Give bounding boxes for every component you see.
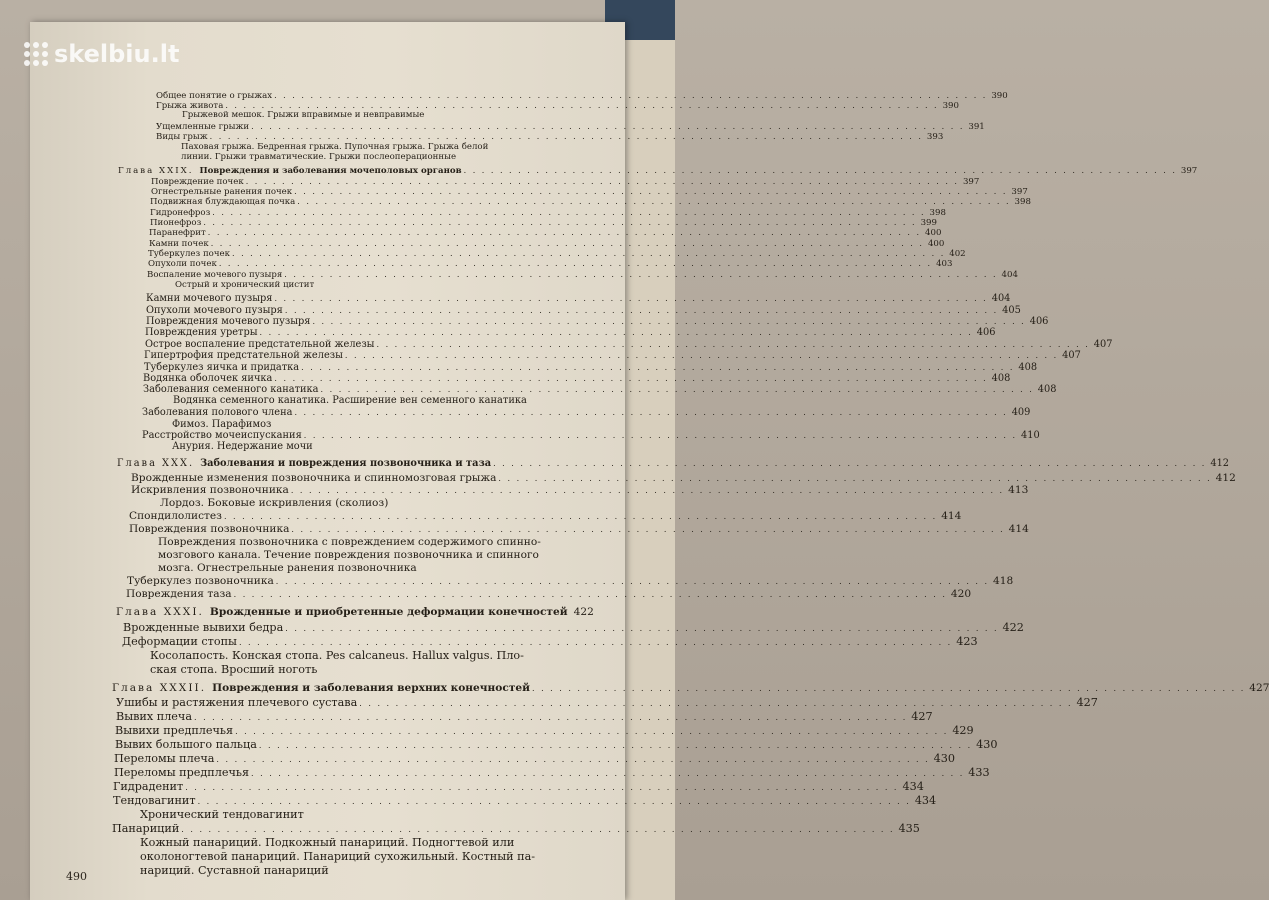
dot-leader: . . . . . . . . . . . . . . . . . . . . . . . . . . . . . . . . . . . . . . . . . . . . . . . . . . . . . . . . . . . . . . . . . . . . . . . . . . . . . . . xyxy=(359,699,1073,708)
entry-title: Туберкулез позвоночника xyxy=(127,575,274,587)
toc-entry xyxy=(144,350,1081,361)
toc-entry xyxy=(143,373,1011,384)
page-ref: 397 xyxy=(1180,166,1198,176)
dot-leader: . . . . . . . . . . . . . . . . . . . . . . . . . . . . . . . . . . . . . . . . . . . . . . . . . . . . . . . . . . . . . . . . . . . . . . . . . . . . . . . xyxy=(320,385,1034,394)
page-ref: 404 xyxy=(1001,270,1018,280)
table-of-contents xyxy=(30,22,1269,900)
chapter-label: Глава XXXII. xyxy=(112,682,207,694)
page-ref: 427 xyxy=(1249,682,1269,694)
page-ref: 412 xyxy=(1210,458,1230,469)
toc-entry xyxy=(129,523,1029,535)
toc-entry xyxy=(114,752,956,765)
entry-title: Повреждения таза xyxy=(126,588,232,600)
dot-leader: . . . . . . . . . . . . . . . . . . . . . . . . . . . . . . . . . . . . . . . . . . . . . . . . . . . . . . . . . . . . . . . . . . . . . . . . . . . . . . . xyxy=(258,741,973,750)
dot-leader: . . . . . . . . . . . . . . . . . . . . . . . . . . . . . . . . . . . . . . . . . . . . . . . . . . . . . . . . . . . . . . . . . . . . . . . . . . . . . . . xyxy=(463,166,1177,175)
dot-leader: . . . . . . . . . . . . . . . . . . . . . . . . . . . . . . . . . . . . . . . . . . . . . . . . . . . . . . . . . . . . . . . . . . . . . . . . . . . . . . . xyxy=(291,525,1005,534)
entry-title: Спондилолистез xyxy=(129,510,222,522)
page-ref: 406 xyxy=(976,327,996,338)
dot-leader: . . . . . . . . . . . . . . . . . . . . . . . . . . . . . . . . . . . . . . . . . . . . . . . . . . . . . . . . . . . . . . . . . . . . . . . . . . . . . . . xyxy=(216,755,930,764)
entry-title: Повреждения уретры xyxy=(145,327,258,338)
toc-entry xyxy=(112,822,920,835)
page-ref: 397 xyxy=(1011,187,1028,197)
dot-leader: . . . . . . . . . . . . . . . . . . . . . . . . . . . . . . . . . . . . . . . . . . . . . . . . . . . . . . . . . . . . . . . . . . . . . . . . . . . . . . . xyxy=(493,459,1207,468)
subtopic-line: Паховая грыжа. Бедренная грыжа. Пупочная грыжа. Грыжа белой xyxy=(181,142,489,152)
dot-leader: . . . . . . . . . . . . . . . . . . . . . . . . . . . . . . . . . . . . . . . . . . . . . . . . . . . . . . . . . . . . . . . . . . . . . . . . . . . . . . . xyxy=(235,727,949,736)
page-ref: 400 xyxy=(927,239,945,249)
entry-title: Переломы плеча xyxy=(114,752,215,765)
dot-leader: . . . . . . . . . . . . . . . . . . . . . . . . . . . . . . . . . . . . . . . . . . . . . . . . . . . . . . . . . . . . . . . . . . . . . . . . . . . . . . . xyxy=(376,340,1090,349)
page-ref: 407 xyxy=(1062,350,1081,361)
page-ref: 434 xyxy=(902,780,924,793)
subtopic-line: нариций. Суставной панариций xyxy=(140,864,329,877)
page-ref: 398 xyxy=(929,208,946,218)
dot-leader: . . . . . . . . . . . . . . . . . . . . . . . . . . . . . . . . . . . . . . . . . . . . . . . . . . . . . . . . . . . . . . . . . . . . . . . . . . . . . . . xyxy=(294,187,1008,196)
dot-leader: . . . . . . . . . . . . . . . . . . . . . . . . . . . . . . . . . . . . . . . . . . . . . . . . . . . . . . . . . . . . . . . . . . . . . . . . . . . . . . . xyxy=(303,431,1018,440)
dot-leader: . . . . . . . . . . . . . . . . . . . . . . . . . . . . . . . . . . . . . . . . . . . . . . . . . . . . . . . . . . . . . . . . . . . . . . . . . . . . . . . xyxy=(275,577,990,586)
entry-title: Искривления позвоночника xyxy=(131,484,289,496)
page-ref: 434 xyxy=(914,794,937,807)
dot-leader: . . . . . . . . . . . . . . . . . . . . . . . . . . . . . . . . . . . . . . . . . . . . . . . . . . . . . . . . . . . . . . . . . . . . . . . . . . . . . . . xyxy=(294,408,1008,417)
entry-title: Вывих большого пальца xyxy=(115,738,257,751)
dot-leader: . . . . . . . . . . . . . . . . . . . . . . . . . . . . . . . . . . . . . . . . . . . . . . . . . . . . . . . . . . . . . . . . . . . . . . . . . . . . . . . xyxy=(238,638,953,647)
subtopic-line: околоногтевой панариций. Панариций сухожильный. Костный па- xyxy=(140,850,536,863)
dot-leader: . . . . . . . . . . . . . . . . . . . . . . . . . . . . . . . . . . . . . . . . . . . . . . . . . . . . . . . . . . . . . . . . . . . . . . . . . . . . . . . xyxy=(284,306,999,315)
entry-title: Повреждения позвоночника xyxy=(129,523,290,535)
entry-title: Общее понятие о грыжах xyxy=(156,91,273,101)
page-ref: 413 xyxy=(1008,484,1029,496)
dot-leader: . . . . . . . . . . . . . . . . . . . . . . . . . . . . . . . . . . . . . . . . . . . . . . . . . . . . . . . . . . . . . . . . . . . . . . . . . . . . . . . xyxy=(218,259,933,268)
dot-leader: . . . . . . . . . . . . . . . . . . . . . . . . . . . . . . . . . . . . . . . . . . . . . . . . . . . . . . . . . . . . . . . . . . . . . . . . . . . . . . . xyxy=(274,294,988,303)
page-ref: 422 xyxy=(1002,621,1024,634)
page-ref: 403 xyxy=(936,259,953,269)
dot-leader: . . . . . . . . . . . . . . . . . . . . . . . . . . . . . . . . . . . . . . . . . . . . . . . . . . . . . . . . . . . . . . . . . . . . . . . . . . . . . . . xyxy=(181,825,895,834)
toc-entry xyxy=(131,472,1236,484)
entry-title: Опухоли мочевого пузыря xyxy=(146,305,283,316)
toc-entry xyxy=(145,327,996,338)
dot-leader: . . . . . . . . . . . . . . . . . . . . . . . . . . . . . . . . . . . . . . . . . . . . . . . . . . . . . . . . . . . . . . . . . . . . . . . . . . . . . . . xyxy=(203,218,917,227)
entry-title: Камни мочевого пузыря xyxy=(146,293,273,304)
dot-leader: . . . . . . . . . . . . . . . . . . . . . . . . . . . . . . . . . . . . . . . . . . . . . . . . . . . . . . . . . . . . . . . . . . . . . . . . . . . . . . . xyxy=(498,474,1212,483)
toc-entry xyxy=(142,407,1031,418)
toc-entry xyxy=(122,635,978,648)
watermark-logo-icon xyxy=(24,42,48,66)
subtopic-line: мозгового канала. Течение повреждения позвоночника и спинного xyxy=(158,549,539,561)
toc-entry xyxy=(146,305,1021,316)
entry-title: Заболевания семенного канатика xyxy=(143,384,319,395)
subtopic-line: Острый и хронический цистит xyxy=(175,280,315,290)
entry-title: Виды грыж xyxy=(156,132,208,142)
page-ref: 410 xyxy=(1021,430,1040,441)
page-ref: 405 xyxy=(1002,305,1021,316)
chapter-label: Глава XXX. xyxy=(117,458,195,469)
page-ref: 406 xyxy=(1029,316,1049,327)
page-ref: 409 xyxy=(1011,407,1031,418)
entry-title: Огнестрельные ранения почек xyxy=(151,187,293,197)
dot-leader: . . . . . . . . . . . . . . . . . . . . . . . . . . . . . . . . . . . . . . . . . . . . . . . . . . . . . . . . . . . . . . . . . . . . . . . . . . . . . . . xyxy=(344,351,1059,360)
page-ref: 397 xyxy=(962,177,980,187)
entry-title: Заболевания полового члена xyxy=(142,407,293,418)
toc-entry xyxy=(142,430,1040,441)
entry-title: Врожденные вывихи бедра xyxy=(123,621,284,634)
dot-leader: . . . . . . . . . . . . . . . . . . . . . . . . . . . . . . . . . . . . . . . . . . . . . . . . . . . . . . . . . . . . . . . . . . . . . . . . . . . . . . . xyxy=(312,317,1026,326)
toc-entry xyxy=(127,575,1014,587)
toc-entry xyxy=(145,339,1113,350)
page-ref: 393 xyxy=(926,132,944,142)
entry-title: Ущемленные грыжи xyxy=(156,122,250,132)
dot-leader: . . . . . . . . . . . . . . . . . . . . . . . . . . . . . . . . . . . . . . . . . . . . . . . . . . . . . . . . . . . . . . . . . . . . . . . . . . . . . . . xyxy=(207,228,922,237)
chapter-title: Повреждения и заболевания верхних конечностей xyxy=(212,682,530,694)
toc-entry xyxy=(113,780,924,793)
entry-title: Гипертрофия предстательной железы xyxy=(144,350,343,361)
entry-title: Камни почек xyxy=(149,239,209,249)
chapter-title: Врожденные и приобретенные деформации конечностей xyxy=(209,606,568,618)
toc-entry xyxy=(131,484,1029,496)
toc-entry xyxy=(146,316,1049,327)
dot-leader: . . . . . . . . . . . . . . . . . . . . . . . . . . . . . . . . . . . . . . . . . . . . . . . . . . . . . . . . . . . . . . . . . . . . . . . . . . . . . . . xyxy=(209,132,923,141)
entry-title: Туберкулез почек xyxy=(148,249,230,259)
page-ref: 435 xyxy=(898,822,920,835)
toc-entry xyxy=(144,362,1038,373)
page-ref: 420 xyxy=(950,588,972,600)
dot-leader: . . . . . . . . . . . . . . . . . . . . . . . . . . . . . . . . . . . . . . . . . . . . . . . . . . . . . . . . . . . . . . . . . . . . . . . . . . . . . . . xyxy=(274,91,988,100)
book-page xyxy=(30,22,1269,900)
entry-title: Грыжа живота xyxy=(156,101,224,111)
chapter-title: Повреждения и заболевания мочеполовых органов xyxy=(199,166,462,176)
dot-leader: . . . . . . . . . . . . . . . . . . . . . . . . . . . . . . . . . . . . . . . . . . . . . . . . . . . . . . . . . . . . . . . . . . . . . . . . . . . . . . . xyxy=(194,713,908,722)
toc-entry xyxy=(123,621,1024,634)
dot-leader: . . . . . . . . . . . . . . . . . . . . . . . . . . . . . . . . . . . . . . . . . . . . . . . . . . . . . . . . . . . . . . . . . . . . . . . . . . . . . . . xyxy=(297,197,1011,206)
dot-leader: . . . . . . . . . . . . . . . . . . . . . . . . . . . . . . . . . . . . . . . . . . . . . . . . . . . . . . . . . . . . . . . . . . . . . . . . . . . . . . . xyxy=(274,374,988,383)
chapter-heading xyxy=(116,606,594,619)
page-number: 490 xyxy=(66,870,87,883)
entry-title: Воспаление мочевого пузыря xyxy=(147,270,283,280)
chapter-heading xyxy=(117,458,1230,470)
page-ref: 408 xyxy=(991,373,1011,384)
dot-leader: . . . . . . . . . . . . . . . . . . . . . . . . . . . . . . . . . . . . . . . . . . . . . . . . . . . . . . . . . . . . . . . . . . . . . . . . . . . . . . . xyxy=(251,122,965,131)
toc-entry xyxy=(116,710,933,723)
dot-leader: . . . . . . . . . . . . . . . . . . . . . . . . . . . . . . . . . . . . . . . . . . . . . . . . . . . . . . . . . . . . . . . . . . . . . . . . . . . . . . . xyxy=(251,769,965,778)
entry-title: Паранефрит xyxy=(149,228,206,238)
page-ref: 408 xyxy=(1037,384,1057,395)
subtopic-line: Фимоз. Парафимоз xyxy=(172,419,272,430)
page-ref: 404 xyxy=(991,293,1011,304)
page-ref: 402 xyxy=(949,249,966,259)
toc-entry xyxy=(116,696,1098,709)
subtopic-line: Анурия. Недержание мочи xyxy=(172,441,313,452)
entry-title: Опухоли почек xyxy=(148,259,217,269)
page-ref: 427 xyxy=(911,710,933,723)
toc-entry xyxy=(129,510,962,522)
entry-title: Повреждения мочевого пузыря xyxy=(146,316,311,327)
toc-entry xyxy=(143,384,1057,395)
page-ref: 414 xyxy=(1008,523,1029,535)
page-ref: 429 xyxy=(952,724,974,737)
page-ref: 427 xyxy=(1076,696,1098,709)
toc-entry xyxy=(115,738,998,751)
chapter-heading xyxy=(112,682,1269,695)
dot-leader: . . . . . . . . . . . . . . . . . . . . . . . . . . . . . . . . . . . . . . . . . . . . . . . . . . . . . . . . . . . . . . . . . . . . . . . . . . . . . . . xyxy=(301,363,1015,372)
page-ref: 430 xyxy=(933,752,956,765)
entry-title: Острое воспаление предстательной железы xyxy=(145,339,375,350)
entry-title: Туберкулез яичка и придатка xyxy=(144,362,300,373)
dot-leader: . . . . . . . . . . . . . . . . . . . . . . . . . . . . . . . . . . . . . . . . . . . . . . . . . . . . . . . . . . . . . . . . . . . . . . . . . . . . . . . xyxy=(284,270,998,279)
page-ref: 433 xyxy=(968,766,990,779)
dot-leader: . . . . . . . . . . . . . . . . . . . . . . . . . . . . . . . . . . . . . . . . . . . . . . . . . . . . . . . . . . . . . . . . . . . . . . . . . . . . . . . xyxy=(285,624,999,633)
subtopic-line: ская стопа. Вросший ноготь xyxy=(150,663,318,676)
entry-title: Тендовагинит xyxy=(113,794,196,807)
page-ref: 399 xyxy=(920,218,937,228)
subtopic-line: Грыжевой мешок. Грыжи вправимые и невправимые xyxy=(182,110,425,120)
entry-title: Гидронефроз xyxy=(150,208,211,218)
page-ref: 400 xyxy=(925,228,942,238)
page-ref: 418 xyxy=(993,575,1014,587)
subtopic-line: Повреждения позвоночника с повреждением содержимого спинно- xyxy=(158,536,541,548)
page-ref: 422 xyxy=(573,606,594,618)
dot-leader: . . . . . . . . . . . . . . . . . . . . . . . . . . . . . . . . . . . . . . . . . . . . . . . . . . . . . . . . . . . . . . . . . . . . . . . . . . . . . . . xyxy=(245,177,959,186)
page-ref: 423 xyxy=(956,635,978,648)
watermark-text: skelbiu.lt xyxy=(54,40,180,68)
page-ref: 390 xyxy=(991,91,1008,101)
entry-title: Вывих плеча xyxy=(116,710,192,723)
entry-title: Деформации стопы xyxy=(122,635,237,648)
page-ref: 391 xyxy=(968,122,985,132)
entry-title: Гидраденит xyxy=(113,780,184,793)
dot-leader: . . . . . . . . . . . . . . . . . . . . . . . . . . . . . . . . . . . . . . . . . . . . . . . . . . . . . . . . . . . . . . . . . . . . . . . . . . . . . . . xyxy=(233,590,947,599)
dot-leader: . . . . . . . . . . . . . . . . . . . . . . . . . . . . . . . . . . . . . . . . . . . . . . . . . . . . . . . . . . . . . . . . . . . . . . . . . . . . . . . xyxy=(225,101,939,110)
page-ref: 390 xyxy=(942,101,959,111)
entry-title: Повреждение почек xyxy=(151,177,244,187)
entry-title: Панариций xyxy=(112,822,180,835)
entry-title: Переломы предплечья xyxy=(114,766,250,779)
page-ref: 398 xyxy=(1014,197,1031,207)
toc-entry xyxy=(113,794,937,807)
dot-leader: . . . . . . . . . . . . . . . . . . . . . . . . . . . . . . . . . . . . . . . . . . . . . . . . . . . . . . . . . . . . . . . . . . . . . . . . . . . . . . . xyxy=(290,486,1005,495)
site-watermark xyxy=(24,40,179,68)
dot-leader: . . . . . . . . . . . . . . . . . . . . . . . . . . . . . . . . . . . . . . . . . . . . . . . . . . . . . . . . . . . . . . . . . . . . . . . . . . . . . . . xyxy=(197,797,911,806)
dot-leader: . . . . . . . . . . . . . . . . . . . . . . . . . . . . . . . . . . . . . . . . . . . . . . . . . . . . . . . . . . . . . . . . . . . . . . . . . . . . . . . xyxy=(210,239,924,248)
page-ref: 407 xyxy=(1093,339,1113,350)
subtopic-line: Косолапость. Конская стопа. Pes calcaneus. Hallux valgus. Пло- xyxy=(150,649,524,662)
entry-title: Водянка оболочек яичка xyxy=(143,373,273,384)
chapter-label: Глава XXIX. xyxy=(118,166,194,176)
page-ref: 412 xyxy=(1215,472,1236,484)
dot-leader: . . . . . . . . . . . . . . . . . . . . . . . . . . . . . . . . . . . . . . . . . . . . . . . . . . . . . . . . . . . . . . . . . . . . . . . . . . . . . . . xyxy=(212,208,926,217)
entry-title: Врожденные изменения позвоночника и спинномозговая грыжа xyxy=(131,472,497,484)
page-ref: 430 xyxy=(976,738,998,751)
entry-title: Подвижная блуждающая почка xyxy=(150,197,296,207)
chapter-label: Глава XXXI. xyxy=(116,606,204,618)
subtopic-line: Водянка семенного канатика. Расширение вен семенного канатика xyxy=(173,395,527,406)
dot-leader: . . . . . . . . . . . . . . . . . . . . . . . . . . . . . . . . . . . . . . . . . . . . . . . . . . . . . . . . . . . . . . . . . . . . . . . . . . . . . . . xyxy=(231,249,946,258)
toc-entry xyxy=(115,724,974,737)
subtopic-line: Хронический тендовагинит xyxy=(140,808,304,821)
toc-entry xyxy=(146,293,1011,304)
chapter-title: Заболевания и повреждения позвоночника и таза xyxy=(200,458,492,469)
page-ref: 408 xyxy=(1018,362,1038,373)
entry-title: Пионефроз xyxy=(150,218,202,228)
dot-leader: . . . . . . . . . . . . . . . . . . . . . . . . . . . . . . . . . . . . . . . . . . . . . . . . . . . . . . . . . . . . . . . . . . . . . . . . . . . . . . . xyxy=(185,783,899,792)
dot-leader: . . . . . . . . . . . . . . . . . . . . . . . . . . . . . . . . . . . . . . . . . . . . . . . . . . . . . . . . . . . . . . . . . . . . . . . . . . . . . . . xyxy=(531,684,1246,693)
dot-leader: . . . . . . . . . . . . . . . . . . . . . . . . . . . . . . . . . . . . . . . . . . . . . . . . . . . . . . . . . . . . . . . . . . . . . . . . . . . . . . . xyxy=(223,512,938,521)
page-ref: 414 xyxy=(941,510,962,522)
subtopic-line: линии. Грыжи травматические. Грыжи послеоперационные xyxy=(181,152,457,162)
entry-title: Расстройство мочеиспускания xyxy=(142,430,302,441)
subtopic-line: Лордоз. Боковые искривления (сколиоз) xyxy=(160,497,389,509)
toc-entry xyxy=(114,766,990,779)
entry-title: Ушибы и растяжения плечевого сустава xyxy=(116,696,358,709)
toc-entry xyxy=(126,588,972,600)
entry-title: Вывихи предплечья xyxy=(115,724,234,737)
subtopic-line: мозга. Огнестрельные ранения позвоночника xyxy=(158,562,417,574)
subtopic-line: Кожный панариций. Подкожный панариций. Подногтевой или xyxy=(140,836,515,849)
dot-leader: . . . . . . . . . . . . . . . . . . . . . . . . . . . . . . . . . . . . . . . . . . . . . . . . . . . . . . . . . . . . . . . . . . . . . . . . . . . . . . . xyxy=(259,328,973,337)
